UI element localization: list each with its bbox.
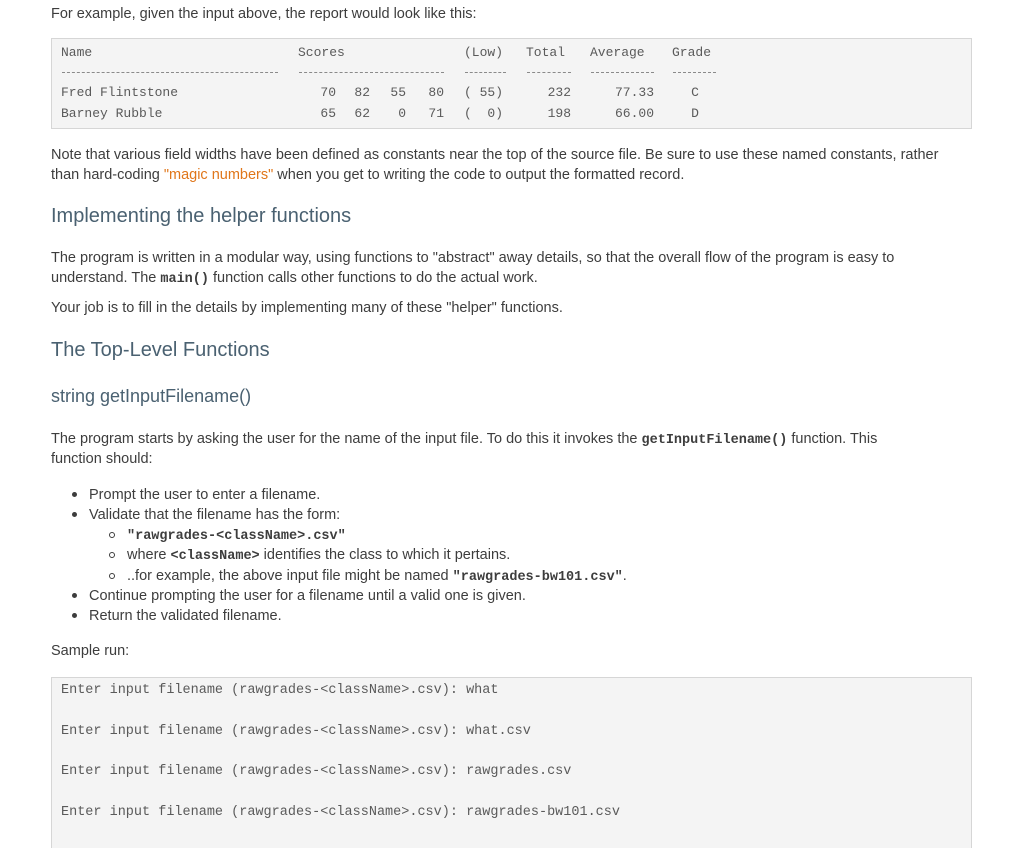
note-text: than hard-coding	[51, 167, 164, 183]
helpers-paragraph-line-1: The program is written in a modular way, using functions to "abstract" away details, so that the overall flow of the program is easy to	[51, 250, 895, 266]
helpers-text: function calls other functions to do the actual work.	[208, 270, 538, 286]
table-row-score: 62	[354, 106, 370, 121]
list-item: Prompt the user to enter a filename.	[89, 487, 321, 503]
note-line-1: Note that various field widths have been defined as constants near the top of the source file. Be sure to use these named constants, rather	[51, 147, 939, 163]
table-row-score: 65	[320, 106, 336, 121]
divider-low	[465, 72, 506, 73]
section-heading-helpers: Implementing the helper functions	[51, 205, 352, 227]
table-row-score: 0	[398, 106, 406, 121]
intro-text: For example, given the input above, the report would look like this:	[51, 6, 477, 22]
sample-run-line: Enter input filename (rawgrades-<className>.csv): rawgrades.csv	[61, 764, 572, 779]
sample-run-line: Enter input filename (rawgrades-<className>.csv): what	[61, 683, 499, 698]
divider-total	[527, 72, 571, 73]
divider-grade	[673, 72, 716, 73]
table-row-low: ( 0)	[464, 106, 504, 121]
table-row-average: 77.33	[614, 85, 654, 100]
list-item: Validate that the filename has the form:	[89, 507, 341, 523]
table-row-score: 55	[390, 85, 406, 100]
table-row-grade: C	[691, 85, 699, 100]
function-paragraph-line-1	[51, 429, 877, 451]
table-row-grade: D	[691, 106, 699, 121]
helpers-paragraph-2: Your job is to fill in the details by implementing many of these "helper" functions.	[51, 300, 563, 316]
bullet-dot	[72, 613, 77, 618]
bullet-dot	[72, 492, 77, 497]
function-paragraph-line-2: function should:	[51, 451, 153, 467]
getinputfilename-code: getInputFilename()	[641, 433, 788, 448]
classname-code: <className>	[170, 549, 260, 564]
sub-list-item	[127, 566, 627, 588]
divider-name	[62, 72, 278, 73]
note-text: when you get to writing the code to output the formatted record.	[273, 167, 685, 183]
sub-list-text: ..for example, the above input file might be named	[127, 568, 453, 584]
helpers-text: understand. The	[51, 270, 161, 286]
filename-pattern-code: "rawgrades-<className>.csv"	[127, 529, 346, 544]
table-row-score: 82	[354, 85, 370, 100]
function-heading-getinputfilename: string getInputFilename()	[51, 386, 252, 406]
table-row-average: 66.00	[614, 106, 654, 121]
table-row-total: 198	[547, 106, 571, 121]
sample-run-line: Enter input filename (rawgrades-<className>.csv): what.csv	[61, 724, 531, 739]
note-line-2	[51, 165, 684, 185]
bullet-dot	[72, 593, 77, 598]
sub-bullet-circle	[109, 532, 115, 538]
section-heading-top-level: The Top-Level Functions	[51, 339, 270, 361]
report-table	[51, 38, 972, 129]
header-total: Total	[526, 45, 566, 60]
main-function-code: main()	[160, 272, 209, 287]
header-name: Name	[61, 45, 93, 60]
table-row-total: 232	[547, 85, 571, 100]
function-text: The program starts by asking the user for the name of the input file. To do this it invokes the	[51, 431, 642, 447]
list-item: Return the validated filename.	[89, 608, 282, 624]
example-filename-code: "rawgrades-bw101.csv"	[452, 570, 623, 585]
sample-run-label: Sample run:	[51, 643, 130, 659]
sample-run-box	[51, 677, 972, 848]
table-row-score: 71	[428, 106, 444, 121]
sub-list-item	[127, 525, 346, 547]
list-item: Continue prompting the user for a filename until a valid one is given.	[89, 588, 526, 604]
sub-bullet-circle	[109, 573, 115, 579]
header-low: (Low)	[464, 45, 504, 60]
table-row-name: Barney Rubble	[61, 106, 163, 121]
sub-list-text: .	[622, 568, 627, 584]
function-text: function. This	[787, 431, 878, 447]
magic-numbers-link[interactable]: "magic numbers"	[163, 167, 274, 183]
table-row-score: 70	[320, 85, 336, 100]
divider-average	[591, 72, 654, 73]
sample-run-line: Enter input filename (rawgrades-<className>.csv): rawgrades-bw101.csv	[61, 805, 620, 820]
header-scores: Scores	[298, 45, 345, 60]
table-row-low: ( 55)	[464, 85, 504, 100]
sub-list-item	[127, 545, 510, 567]
sub-bullet-circle	[109, 552, 115, 558]
divider-scores	[299, 72, 444, 73]
header-grade: Grade	[672, 45, 712, 60]
header-average: Average	[590, 45, 645, 60]
sub-list-text: identifies the class to which it pertains.	[259, 547, 511, 563]
sub-list-text: where	[127, 547, 171, 563]
bullet-dot	[72, 512, 77, 517]
helpers-paragraph-line-2	[51, 268, 538, 290]
table-row-score: 80	[428, 85, 444, 100]
table-row-name: Fred Flintstone	[61, 85, 179, 100]
